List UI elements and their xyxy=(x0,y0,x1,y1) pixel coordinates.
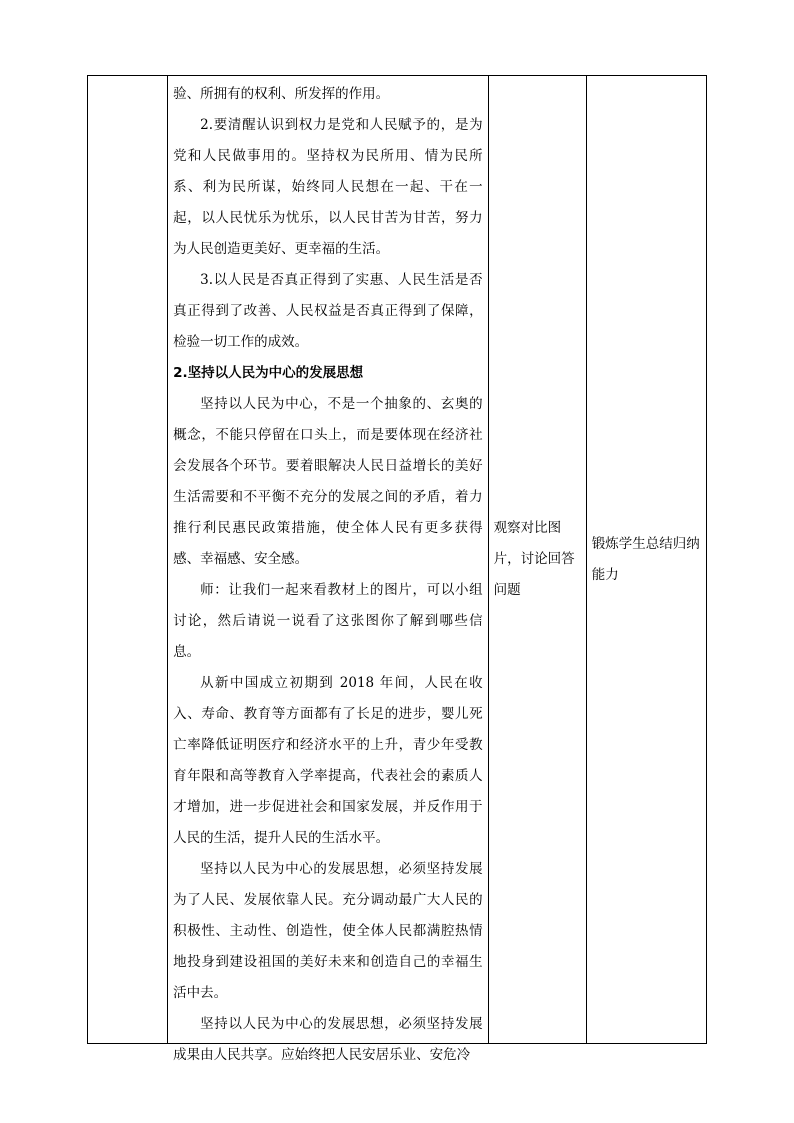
design-intent-cell xyxy=(586,76,706,1044)
content-paragraph: 坚持以人民为中心的发展思想，必须坚持发展为了人民、发展依靠人民。充分调动最广大人民的积极性、主动性、创造性，使全体人民都满腔热情地投身到建设祖国的美好未来和创造自己的幸福生活中去。 xyxy=(173,861,483,1001)
content-paragraph: 3.以人民是否真正得到了实惠、人民生活是否真正得到了改善、人民权益是否真正得到了保障，检验一切工作的成效。 xyxy=(173,272,483,350)
content-paragraph: 师：让我们一起来看教材上的图片，可以小组讨论，然后请说一说看了这张图你了解到哪些信息。 xyxy=(173,582,483,660)
content-paragraph: 验、所拥有的权利、所发挥的作用。 xyxy=(173,86,390,102)
student-activity-cell xyxy=(488,76,586,1044)
content-paragraph: 坚持以人民为中心，不是一个抽象的、玄奥的概念，不能只停留在口头上，而是要体现在经济社会发展各个环节。要着眼解决人民日益增长的美好生活需要和不平衡不充分的发展之间的矛盾，着力推行利民惠民政策措施，使全体人民有更多获得感、幸福感、安全感。 xyxy=(173,396,483,567)
content-paragraph: 从新中国成立初期到 2018 年间，人民在收入、寿命、教育等方面都有了长足的进步，婴儿死亡率降低证明医疗和经济水平的上升，青少年受教育年限和高等教育入学率提高，代表社会的素质人才增加，进一步促进社会和国家发展，并反作用于人民的生活，提升人民的生活水平。 xyxy=(173,675,483,846)
table-row xyxy=(88,76,707,1044)
lesson-plan-table xyxy=(87,75,707,1063)
section-heading: 2.坚持以人民为中心的发展思想 xyxy=(173,365,364,381)
content-paragraph: 2.要清醒认识到权力是党和人民赋予的，是为党和人民做事用的。坚持权为民所用、情为民所系、利为民所谋，始终同人民想在一起、干在一起，以人民忧乐为忧乐，以人民甘苦为甘苦，努力为人民创造更美好、更幸福的生活。 xyxy=(173,117,483,257)
teacher-activity-content xyxy=(168,76,488,1063)
student-activity-text: 观察对比图片，讨论回答问题 xyxy=(493,520,575,598)
design-intent-text: 锻炼学生总结归纳能力 xyxy=(591,535,700,583)
teacher-activity-cell xyxy=(168,76,489,1063)
stage-cell xyxy=(88,76,168,1044)
content-paragraph: 坚持以人民为中心的发展思想，必须坚持发展成果由人民共享。应始终把人民安居乐业、安危冷 xyxy=(173,1016,483,1063)
